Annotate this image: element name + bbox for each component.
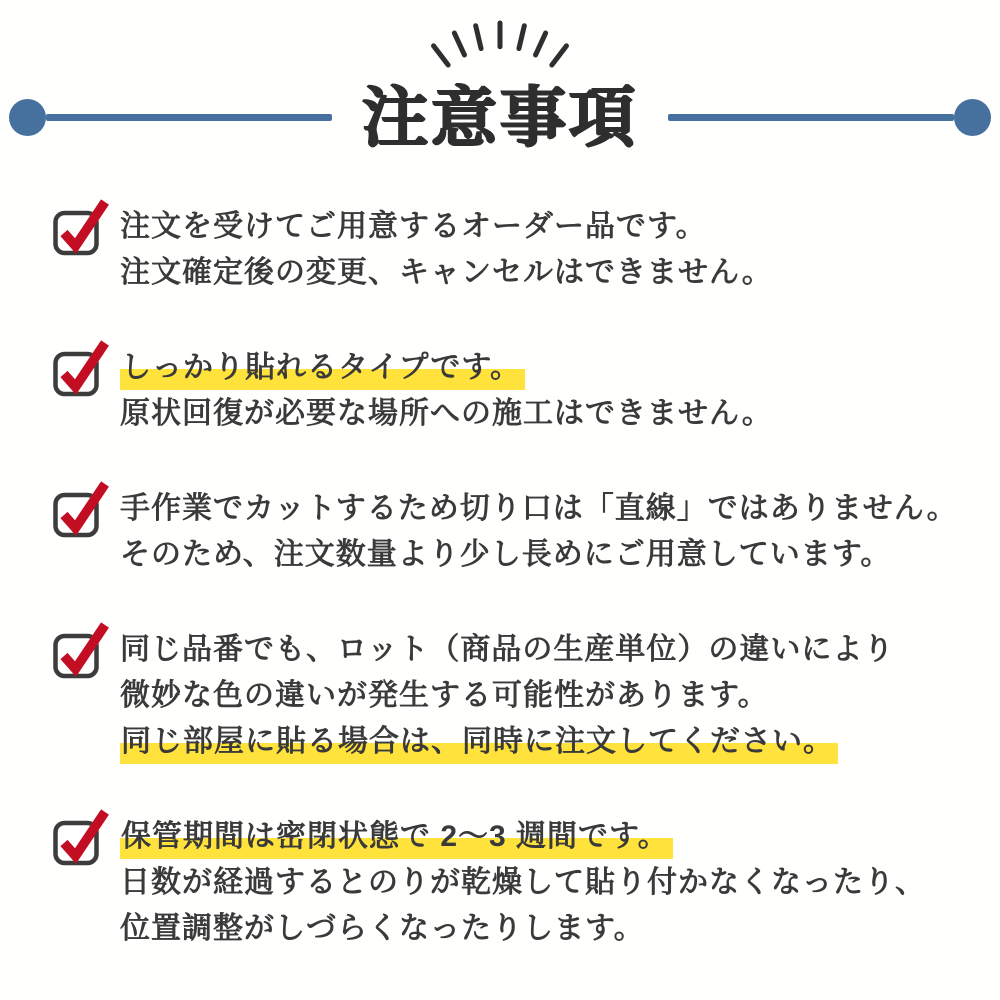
notice-line: 注文確定後の変更、キャンセルはできません。 (120, 256, 773, 289)
checkbox-checked-icon (52, 204, 120, 256)
checkbox-checked-icon (52, 814, 120, 866)
page-title: 注意事項 (362, 80, 638, 154)
notice-list (52, 204, 1000, 952)
list-item (52, 814, 1000, 952)
title-divider-row (0, 76, 1000, 158)
list-item (52, 486, 1000, 578)
list-item (52, 204, 1000, 296)
checkbox-checked-icon (52, 345, 120, 397)
notice-line: 微妙な色の違いが発生する可能性があります。 (120, 679, 769, 712)
notice-line: 同じ品番でも、ロット（商品の生産単位）の違いにより (120, 633, 895, 666)
list-item (52, 345, 1000, 437)
left-divider-line (46, 114, 332, 121)
notice-line: そのため、注文数量より少し長めにご用意しています。 (120, 538, 892, 571)
checkbox-checked-icon (52, 486, 120, 538)
notice-text (120, 814, 926, 952)
notice-line: 原状回復が必要な場所への施工はできません。 (120, 397, 773, 430)
notice-header (0, 0, 1000, 158)
list-item (52, 627, 1000, 765)
notice-line: 日数が経過するとのりが乾燥して貼り付かなくなったり、 (120, 866, 926, 899)
notice-line-highlighted: 同じ部屋に貼る場合は、同時に注文してください。 (120, 725, 838, 764)
notice-line-highlighted: しっかり貼れるタイプです。 (120, 351, 525, 390)
left-end-dot (9, 99, 46, 136)
notice-text (120, 204, 773, 296)
notice-text (120, 627, 894, 765)
notice-line: 注文を受けてご用意するオーダー品です。 (120, 210, 707, 243)
right-end-dot (954, 99, 991, 136)
notice-line: 位置調整がしづらくなったりします。 (120, 912, 645, 945)
right-divider-line (668, 114, 954, 121)
notice-text (120, 486, 958, 578)
notice-line: 手作業でカットするため切り口は「直線」ではありません。 (120, 492, 958, 525)
notice-text (120, 345, 773, 437)
notice-line-highlighted: 保管期間は密閉状態で 2～3 週間です。 (120, 820, 673, 859)
checkbox-checked-icon (52, 627, 120, 679)
burst-rays-icon (421, 12, 579, 76)
